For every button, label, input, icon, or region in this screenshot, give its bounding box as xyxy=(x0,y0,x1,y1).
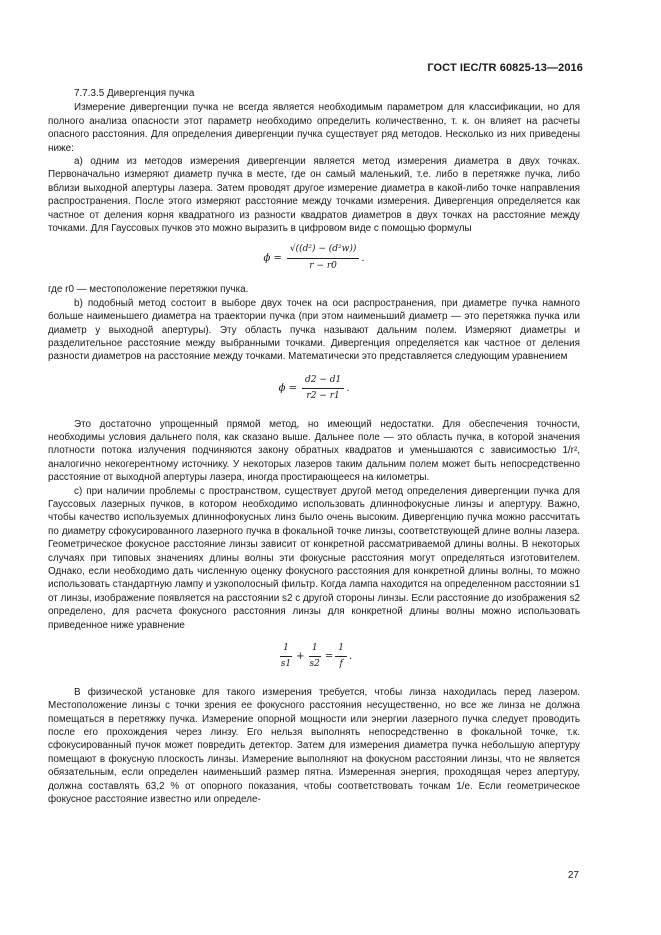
formula3-equals: = xyxy=(324,651,334,663)
page-number: 27 xyxy=(567,870,579,881)
formula3-term3-num: 1 xyxy=(335,642,347,657)
formula2-numerator: d2 − d1 xyxy=(302,374,344,389)
page-body xyxy=(48,87,580,807)
item-b-paragraph: b) подобный метод состоит в выборе двух точек на оси распространения, при диаметре пучка намного больше наименьшего диаметра на траектории пучка (при этом наименьший диаметр — это перетяжка пучка или диаметр у выходной апертуры). Эту область пучка называют дальним полем. Измеряют диаметры и разделительное расстояние между выбранными точками. Дивергенция определяется как частное от деления разности диаметров на расстояние между точками. Математически это представляется следующим уравнением xyxy=(48,297,580,363)
item-a-paragraph: а) одним из методов измерения дивергенции является метод измерения диаметра в двух точках. Первоначально измеряют диаметр пучка в месте, где он самый маленький, т.е. либо в перетяжке пучка, либо вблизи выходной апертуры лазера. Затем проводят другое измерение диаметра в какой-либо точке направления распространения. После этого измеряют расстояние между точками измерения. Дивергенция определяется как частное от деления корня квадратного из разности квадратов диаметров в двух точках на расстояние между точками. Для Гауссовых пучков это можно выразить в цифровом виде с помощью формулы xyxy=(48,156,580,235)
formula3-term1-den: s1 xyxy=(280,659,292,670)
formula-divergence-gaussian xyxy=(48,243,580,273)
formula1-numerator: √((d²) − (d²w)) xyxy=(287,243,360,258)
formula3-plus: + xyxy=(296,651,305,663)
formula1-denominator: r − r0 xyxy=(309,260,337,271)
formula3-term2-num: 1 xyxy=(309,642,321,657)
simplified-method-paragraph: Это достаточно упрощенный прямой метод, но имеющий недостатки. Для обеспечения точности, необходимы условия дальнего поля, как сказано выше. Дальнее поле — это область пучка, в которой значения плотности потока излучения подчиняются закону обратных квадратов и уменьшаются с зависимостью 1/r², аналогично некогерентному источнику. У некоторых лазеров таким дальним полем может быть непосредственно расстояние от выходной апертуры лазера, иногда простирающееся на километры. xyxy=(48,418,580,484)
section-title: 7.7.3.5 Дивергенция пучка xyxy=(74,88,195,99)
formula2-denominator: r2 − r1 xyxy=(306,391,340,402)
intro-paragraph: Измерение дивергенции пучка не всегда является необходимым параметром для классификации, но для полного анализа опасности этот параметр необходимо определить количественно, т. к. он влияет на расчеты опасного расстояния. Для определения дивергенции пучка существует ряд методов. Несколько из них приведены ниже: xyxy=(48,102,580,154)
formula3-term1-num: 1 xyxy=(280,642,292,657)
formula3-tail: . xyxy=(349,651,353,663)
formula-lens-equation xyxy=(48,642,580,672)
formula2-lhs: ϕ = xyxy=(278,382,297,394)
physical-setup-paragraph: В физической установке для такого измерения требуется, чтобы линза находилась перед лазером. Местоположение линзы с точки зрения ее фокусного расстояния несущественно, но все же линза не должна помещаться в перетяжку пучка. Измерение опорной мощности или энергии лазерного пучка следует проводить после его прохождения через линзу. Его нельзя выполнять непосредственно в фокальной точке, т.к. сфокусированный пучок может повредить детектор. Затем для измерения диаметра пучка небольшую апертуру помещают в фокусную плоскость линзы. Измерение выполняют на фокусном расстоянии линзы, что не является обязательным, если определен наименьший размер пятна. Измеренная энергия, проходящая через апертуру, должна составлять 63,2 % от опорного показания, чтобы соответствовать точкам 1/e. Если геометрическое фокусное расстояние известно или определе- xyxy=(48,686,580,806)
formula1-lhs: ϕ = xyxy=(263,252,282,264)
formula3-term2-den: s2 xyxy=(309,659,320,670)
where-r0-note: где r0 — местоположение перетяжки пучка. xyxy=(48,284,249,296)
document-header: ГОСТ IEC/TR 60825-13—2016 xyxy=(427,62,583,74)
formula-divergence-far-field xyxy=(48,374,580,404)
item-c-paragraph: c) при наличии проблемы с пространством, существует другой метод определения дивергенции пучка для Гауссовых лазерных пучков, в котором необходимо использовать длиннофокусные линзы и апертуру. Важно, чтобы качество используемых длиннофокусных линз было очень высоким. Дивергенцию пучка можно рассчитать по диаметру сфокусированного лазерного пучка в фокальной точке линзы, соответствующей длине волны лазера. Геометрическое фокусное расстояние линзы зависит от конкретной рассматриваемой длины волны. В некоторых случаях при типовых значениях длины волны эти фокусные расстояния могут определяться изготовителем. Однако, если необходимо дать численную оценку фокусного расстояния для конкретной длины волны, то можно использовать стандартную лампу и узкополосный фильтр. Когда лампа находится на определенном расстоянии s1 от линзы, изображение появляется на расстоянии s2 с другой стороны линзы. Если расстояние до изображения s2 определено, для расчета фокусного расстояния линзы для конкретной длины волны можно использовать приведенное ниже уравнение xyxy=(48,485,580,631)
formula1-tail: . xyxy=(361,252,365,264)
formula2-tail: . xyxy=(346,382,350,394)
formula3-term3-den: f xyxy=(339,659,343,670)
